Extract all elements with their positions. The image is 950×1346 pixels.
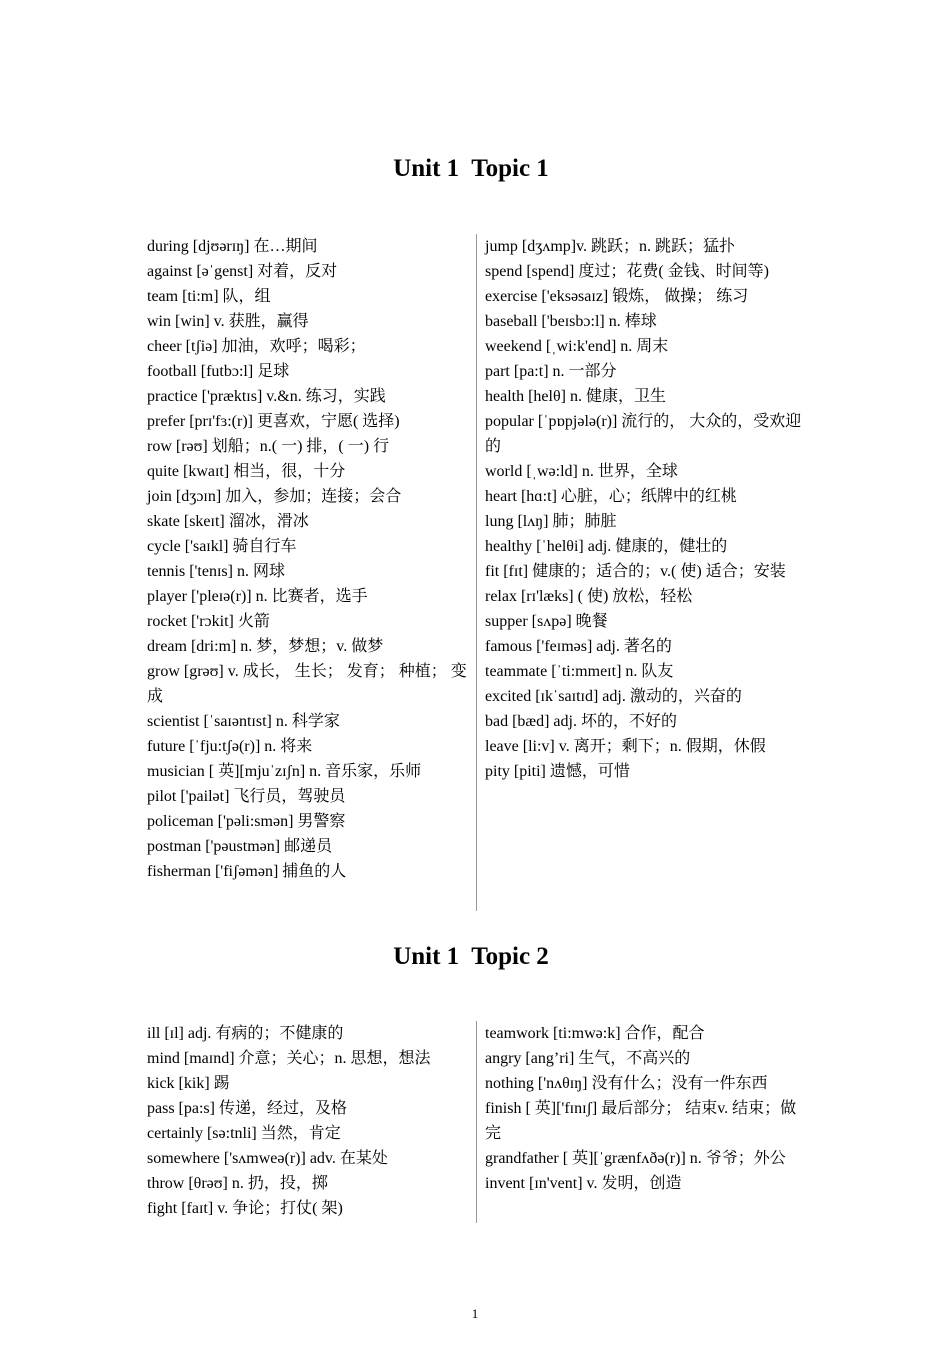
vocab-entry: bad [bæd] adj. 坏的，不好的 bbox=[485, 713, 677, 730]
vocab-entry: kick [kik] 踢 bbox=[147, 1075, 230, 1092]
vocab-entry: teammate [ˈti:mmeɪt] n. 队友 bbox=[485, 663, 674, 680]
vocab-entry: against [əˈgenst] 对着，反对 bbox=[147, 263, 338, 280]
vocab-entry: invent [ɪn'vent] v. 发明，创造 bbox=[485, 1175, 682, 1192]
vocab-entry: ill [ɪl] adj. 有病的；不健康的 bbox=[147, 1025, 344, 1042]
vocab-entry: world [ˌwə:ld] n. 世界，全球 bbox=[485, 463, 678, 480]
vocab-entry: finish [ 英]['fɪnɪʃ] 最后部分； 结束v. 结束；做完 bbox=[485, 1100, 797, 1142]
vocab-entry: win [win] v. 获胜，赢得 bbox=[147, 313, 309, 330]
vocab-entry: practice ['præktɪs] v.&n. 练习，实践 bbox=[147, 388, 386, 405]
vocab-entry: leave [li:v] v. 离开；剩下；n. 假期，休假 bbox=[485, 738, 766, 755]
vocab-entry: certainly [sə:tnli] 当然，肯定 bbox=[147, 1125, 341, 1142]
vocab-entry: baseball ['beɪsbɔ:l] n. 棒球 bbox=[485, 313, 657, 330]
topic1-left-column bbox=[147, 234, 467, 884]
vocab-entry: relax [rɪ'læks] ( 使) 放松，轻松 bbox=[485, 588, 693, 605]
vocab-entry: jump [dʒʌmp]v. 跳跃；n. 跳跃；猛扑 bbox=[485, 238, 736, 255]
topic2-left-column bbox=[147, 1021, 467, 1221]
vocab-entry: spend [spend] 度过；花费( 金钱、时间等) bbox=[485, 263, 769, 280]
vocab-entry: pity [piti] 遗憾，可惜 bbox=[485, 763, 630, 780]
vocab-entry: musician [ 英][mjuˈzɪʃn] n. 音乐家，乐师 bbox=[147, 763, 422, 780]
vocab-entry: pass [pa:s] 传递，经过，及格 bbox=[147, 1100, 347, 1117]
vocab-entry: postman ['pəustmən] 邮递员 bbox=[147, 838, 333, 855]
vocab-entry: heart [hɑ:t] 心脏，心；纸牌中的红桃 bbox=[485, 488, 737, 505]
vocab-entry: nothing ['nʌθɪŋ] 没有什么；没有一件东西 bbox=[485, 1075, 768, 1092]
vocab-entry: scientist [ˈsaɪəntɪst] n. 科学家 bbox=[147, 713, 340, 730]
vocab-entry: pilot ['pailət] 飞行员，驾驶员 bbox=[147, 788, 346, 805]
vocab-entry: grow [grəʊ] v. 成长， 生长； 发育； 种植； 变成 bbox=[147, 663, 467, 705]
vocab-entry: supper [sʌpə] 晚餐 bbox=[485, 613, 608, 630]
vocab-entry: popular [ˈpɒpjələ(r)] 流行的， 大众的，受欢迎的 bbox=[485, 413, 802, 455]
vocab-entry: throw [θrəʊ] n. 扔，投，掷 bbox=[147, 1175, 328, 1192]
topic2-title: Unit 1 Topic 2 bbox=[393, 943, 549, 970]
vocab-entry: fit [fɪt] 健康的；适合的；v.( 使) 适合；安装 bbox=[485, 563, 786, 580]
vocab-entry: fisherman ['fiʃəmən] 捕鱼的人 bbox=[147, 863, 347, 880]
vocab-entry: player ['pleɪə(r)] n. 比赛者，选手 bbox=[147, 588, 368, 605]
vocab-entry: somewhere ['sʌmweə(r)] adv. 在某处 bbox=[147, 1150, 388, 1167]
vocab-entry: during [djʊərɪŋ] 在…期间 bbox=[147, 238, 318, 255]
page-number: 1 bbox=[471, 1306, 479, 1321]
vocab-entry: row [rəʊ] 划船；n.( 一) 排，( 一) 行 bbox=[147, 438, 390, 455]
topic1-right-column bbox=[476, 234, 811, 911]
vocab-entry: exercise ['eksəsaɪz] 锻炼， 做操； 练习 bbox=[485, 288, 749, 305]
vocab-entry: angry [ang’ri] 生气，不高兴的 bbox=[485, 1050, 691, 1067]
vocab-entry: rocket ['rɔkit] 火箭 bbox=[147, 613, 270, 630]
vocab-entry: mind [maɪnd] 介意；关心；n. 思想，想法 bbox=[147, 1050, 431, 1067]
vocab-entry: famous ['feɪməs] adj. 著名的 bbox=[485, 638, 672, 655]
vocab-entry: excited [ɪkˈsaɪtɪd] adj. 激动的，兴奋的 bbox=[485, 688, 742, 705]
vocab-entry: health [helθ] n. 健康，卫生 bbox=[485, 388, 666, 405]
vocab-entry: cycle ['saɪkl] 骑自行车 bbox=[147, 538, 297, 555]
vocab-entry: skate [skeɪt] 溜冰，滑冰 bbox=[147, 513, 309, 530]
vocab-entry: prefer [prɪ'fɜ:(r)] 更喜欢，宁愿( 选择) bbox=[147, 413, 400, 430]
vocab-entry: join [dʒɔɪn] 加入，参加；连接；会合 bbox=[147, 488, 402, 505]
topic2-right-column bbox=[476, 1021, 811, 1223]
vocab-entry: lung [lʌŋ] 肺；肺脏 bbox=[485, 513, 617, 530]
vocab-entry: quite [kwaɪt] 相当，很，十分 bbox=[147, 463, 346, 480]
vocab-entry: grandfather [ 英][ˈgrænfʌðə(r)] n. 爷爷；外公 bbox=[485, 1150, 786, 1167]
vocab-entry: weekend [ˌwi:k'end] n. 周末 bbox=[485, 338, 669, 355]
vocab-entry: future [ˈfju:tʃə(r)] n. 将来 bbox=[147, 738, 313, 755]
vocab-entry: dream [dri:m] n. 梦，梦想；v. 做梦 bbox=[147, 638, 384, 655]
vocab-entry: cheer [tʃiə] 加油，欢呼；喝彩； bbox=[147, 338, 366, 355]
vocab-entry: part [pa:t] n. 一部分 bbox=[485, 363, 617, 380]
topic1-title: Unit 1 Topic 1 bbox=[393, 155, 549, 182]
vocab-entry: healthy [ˈhelθi] adj. 健康的，健壮的 bbox=[485, 538, 728, 555]
vocab-entry: tennis ['tenɪs] n. 网球 bbox=[147, 563, 285, 580]
vocab-entry: teamwork [ti:mwə:k] 合作，配合 bbox=[485, 1025, 705, 1042]
vocab-entry: team [ti:m] 队，组 bbox=[147, 288, 271, 305]
vocab-entry: football [futbɔ:l] 足球 bbox=[147, 363, 290, 380]
vocab-entry: policeman ['pəli:smən] 男警察 bbox=[147, 813, 346, 830]
vocab-entry: fight [faɪt] v. 争论；打仗( 架) bbox=[147, 1200, 343, 1217]
